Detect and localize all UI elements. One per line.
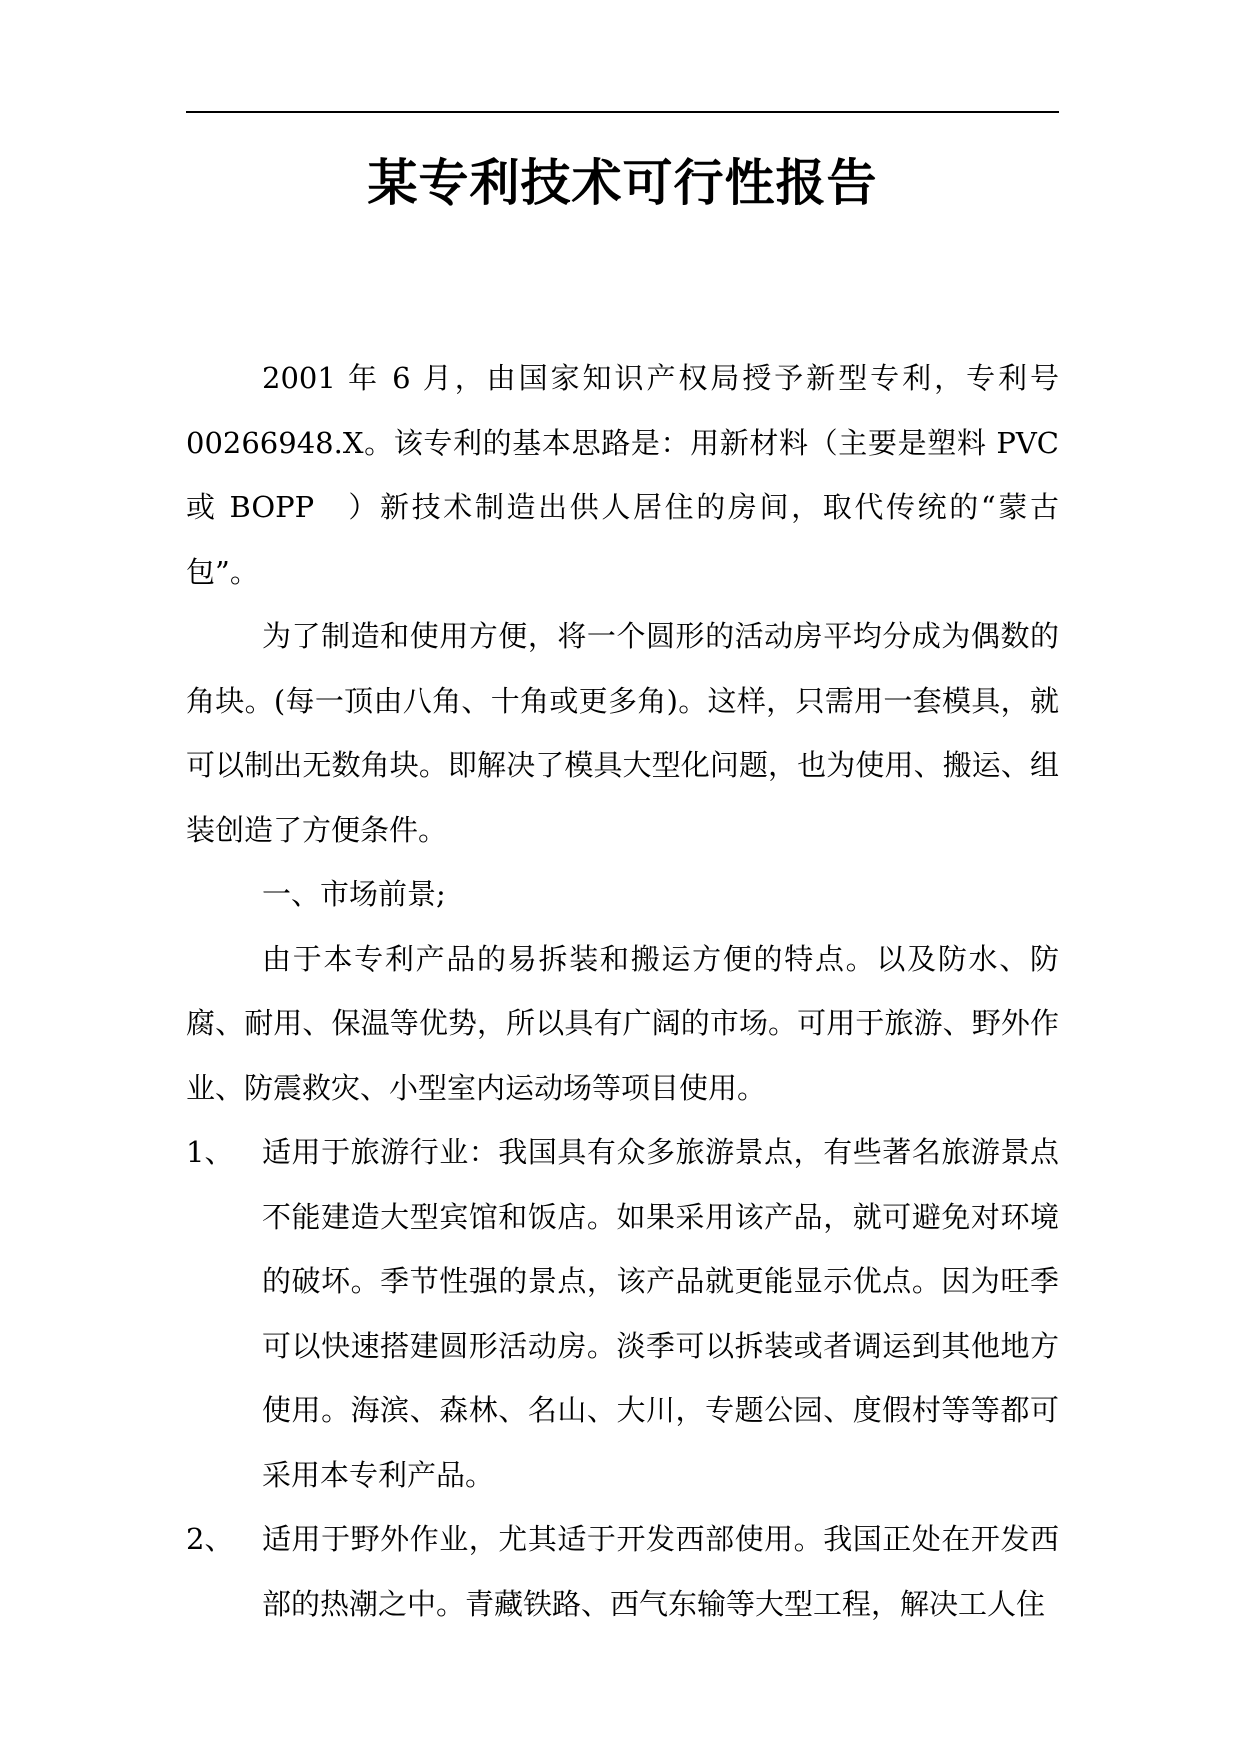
section-heading-market: 一、市场前景;: [262, 877, 446, 911]
document-body: [186, 346, 1059, 1636]
list-item-field-work: [186, 1507, 1059, 1636]
paragraph-market: 由于本专利产品的易拆装和搬运方便的特点。以及防水、防腐、耐用、保温等优势，所以具有广阔的市场。可用于旅游、野外作业、防震救灾、小型室内运动场等项目使用。: [186, 941, 1059, 1105]
paragraph-intro: 2001 年 6 月，由国家知识产权局授予新型专利，专利号 00266948.X。该专利的基本思路是：用新材料（主要是塑料 PVC 或 BOPP ）新技术制造出供人居住的房间，取代传统的“蒙古包”。: [186, 361, 1059, 589]
header-rule: [186, 111, 1059, 113]
list-item-tourism: [186, 1120, 1059, 1507]
paragraph-design: 为了制造和使用方便，将一个圆形的活动房平均分成为偶数的角块。(每一顶由八角、十角或更多角)。这样，只需用一套模具，就可以制出无数角块。即解决了模具大型化问题，也为使用、搬运、组装创造了方便条件。: [186, 619, 1059, 847]
list-item-text: 适用于旅游行业：我国具有众多旅游景点，有些著名旅游景点不能建造大型宾馆和饭店。如果采用该产品，就可避免对环境的破坏。季节性强的景点，该产品就更能显示优点。因为旺季可以快速搭建圆形活动房。淡季可以拆装或者调运到其他地方使用。海滨、森林、名山、大川，专题公园、度假村等等都可采用本专利产品。: [262, 1135, 1059, 1492]
list-item-text: 适用于野外作业，尤其适于开发西部使用。我国正处在开发西部的热潮之中。青藏铁路、西气东输等大型工程，解决工人住: [262, 1522, 1059, 1621]
list-number: 2、: [186, 1522, 234, 1556]
document-title: 某专利技术可行性报告: [367, 153, 878, 212]
list-number: 1、: [186, 1135, 234, 1169]
